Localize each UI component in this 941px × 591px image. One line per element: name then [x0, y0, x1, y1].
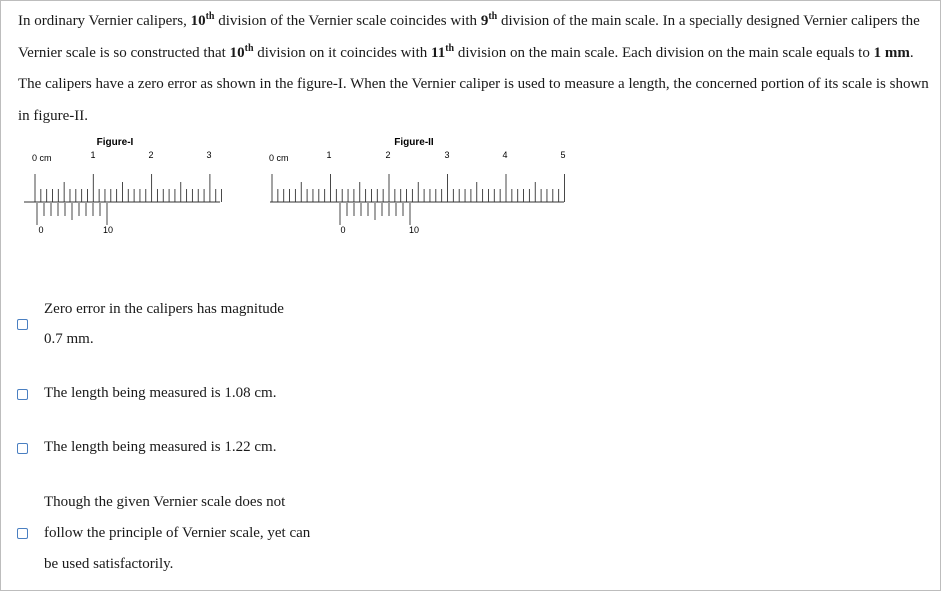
option-a-line-2: 0.7 mm. — [44, 331, 94, 347]
figure-2-label-1: 1 — [326, 150, 332, 160]
option-c-checkbox[interactable] — [17, 443, 28, 454]
figure-1-label-1: 1 — [90, 150, 96, 160]
option-b-checkbox[interactable] — [17, 389, 28, 400]
figure-2-vernier-label-10: 10 — [408, 225, 420, 235]
figure-2-vernier-scale — [340, 203, 410, 225]
figure-1-vernier-label-10: 10 — [102, 225, 114, 235]
figure-2-label-4: 4 — [502, 150, 508, 160]
figure-1-title: Figure-I — [96, 137, 134, 148]
option-d-line-1: Though the given Vernier scale does not — [44, 494, 286, 510]
figure-2 — [262, 132, 572, 247]
figure-2-label-0cm: 0 cm — [269, 153, 289, 163]
option-d-line-2: follow the principle of Vernier scale, yet can — [44, 525, 311, 541]
figure-2-title: Figure-II — [394, 137, 434, 148]
figure-1 — [20, 132, 230, 247]
option-d-line-3: be used satisfactorily. — [44, 556, 174, 572]
figure-1-vernier-scale — [37, 203, 107, 225]
figure-1-label-3: 3 — [206, 150, 212, 160]
question-text: In ordinary Vernier calipers, 10th division of the Vernier scale coincides with 9th division of the main scale. In a specially designed Vernier calipers the Vernier scale is so constructed that 10th division on it coincides with 11th division on the main scale. Each division on the main scale equals to 1 mm. The calipers have a zero error as shown in the figure-I. When the Vernier caliper is used to measure a length, the concerned portion of its scale is shown in figure-II. — [18, 11, 929, 124]
figure-1-vernier-label-0: 0 — [38, 225, 44, 235]
option-a-line-1: Zero error in the calipers has magnitude — [44, 301, 284, 317]
figure-1-main-scale — [35, 174, 222, 202]
figure-2-main-scale — [272, 174, 565, 202]
option-c-line-1: The length being measured is 1.22 cm. — [44, 439, 277, 455]
option-b-line-1: The length being measured is 1.08 cm. — [44, 385, 277, 401]
figure-2-label-5: 5 — [560, 150, 566, 160]
figure-1-diagram — [20, 132, 230, 242]
option-d-checkbox[interactable] — [17, 528, 28, 539]
figure-2-diagram — [262, 132, 572, 242]
figure-2-label-3: 3 — [444, 150, 450, 160]
figure-1-label-2: 2 — [148, 150, 154, 160]
option-a-checkbox[interactable] — [17, 319, 28, 330]
figure-2-vernier-label-0: 0 — [340, 225, 346, 235]
figure-2-label-2: 2 — [385, 150, 391, 160]
figure-1-label-0cm: 0 cm — [32, 153, 52, 163]
